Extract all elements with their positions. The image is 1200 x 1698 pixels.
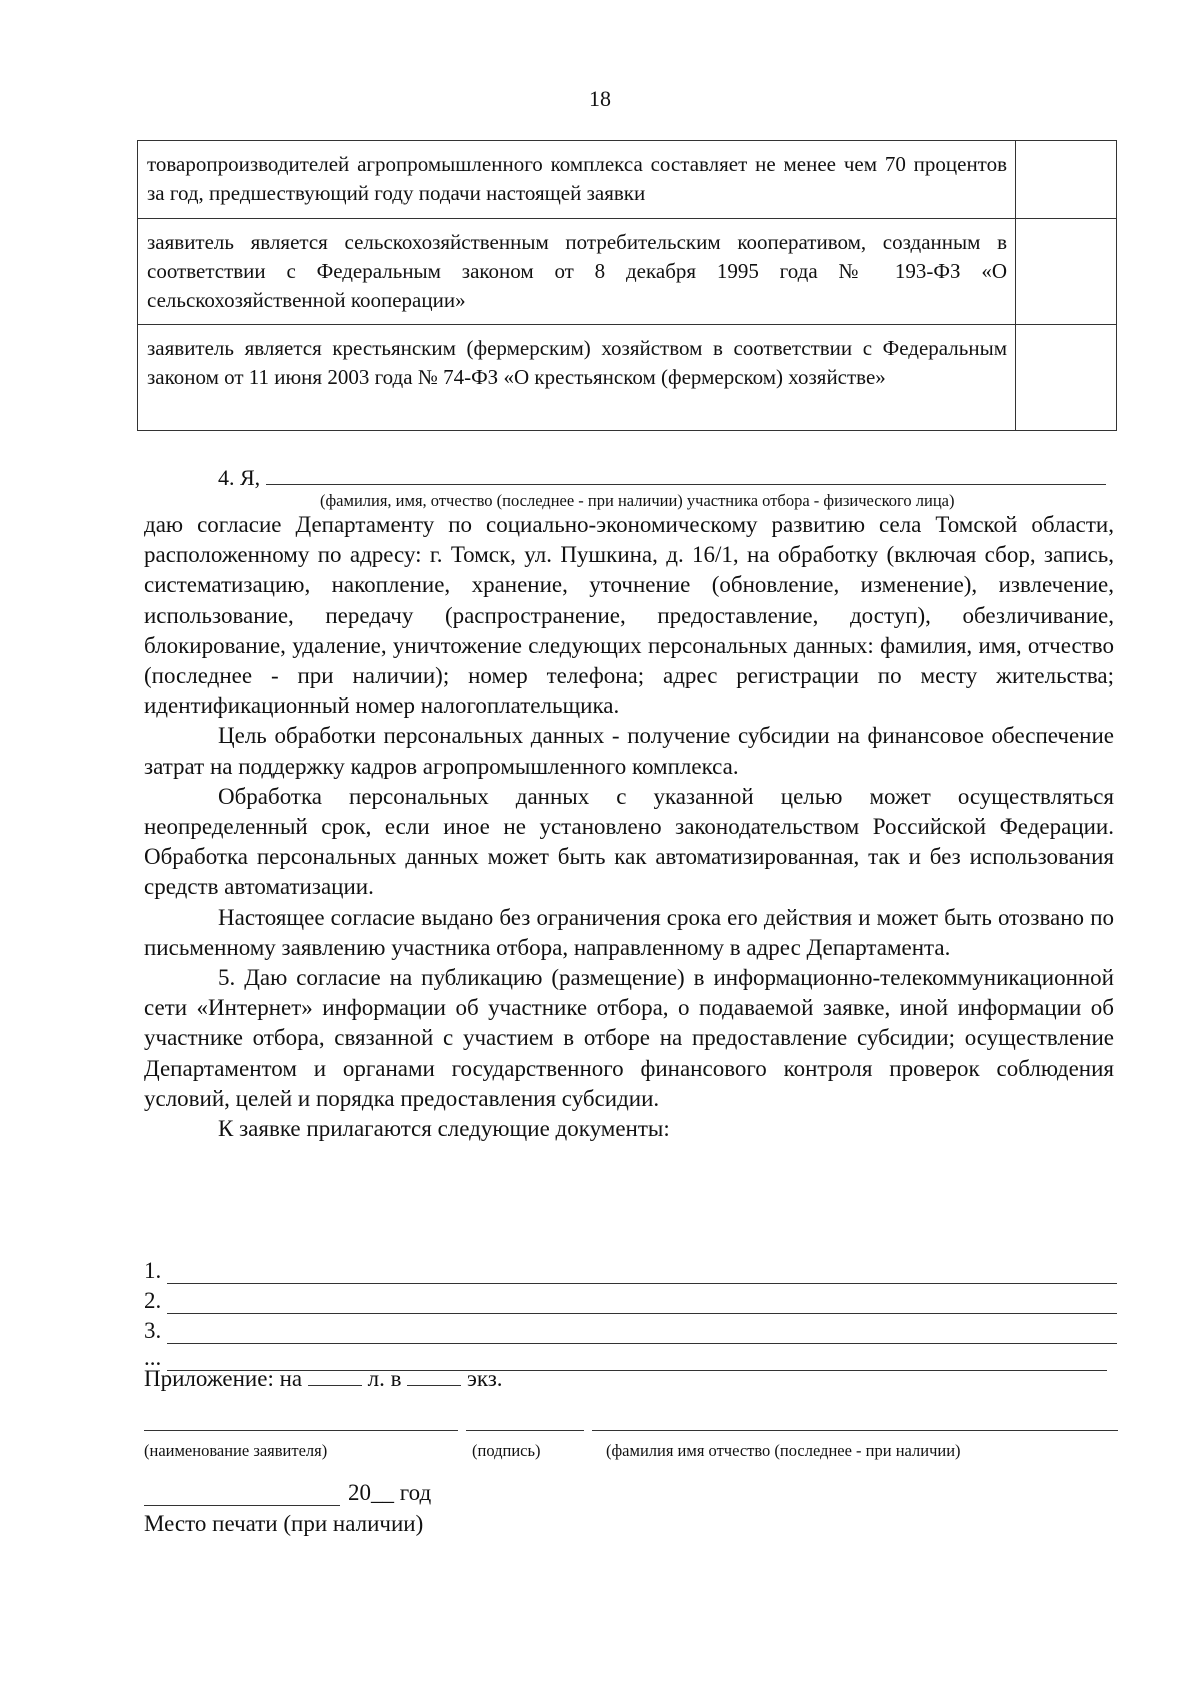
criteria-text: заявитель является крестьянским (фермерским) хозяйством в соответствии с Федеральным законом от 11 июня 2003 года № 74-ФЗ «О крестьянском (фермерском) хозяйстве»: [138, 325, 1016, 431]
fio-caption: (фамилия, имя, отчество (последнее - при наличии) участника отбора - физического лица): [320, 491, 955, 510]
document-fill-line[interactable]: [167, 1323, 1117, 1344]
attachments-heading: К заявке прилагаются следующие документы:: [218, 1116, 670, 1142]
document-fill-line[interactable]: [167, 1293, 1117, 1314]
fio-signature-caption: (фамилия имя отчество (последнее - при наличии): [606, 1441, 961, 1460]
criteria-mark-cell[interactable]: [1016, 219, 1117, 325]
document-number: ...: [144, 1345, 162, 1370]
appendix-suffix: экз.: [466, 1366, 503, 1391]
criteria-mark-cell[interactable]: [1016, 325, 1117, 431]
criteria-text: товаропроизводителей агропромышленного комплекса составляет не менее чем 70 процентов за год, предшествующий году подачи настоящей заявки: [138, 141, 1016, 219]
page-number: 18: [589, 86, 611, 111]
table-row: [138, 141, 1117, 219]
table-row: [138, 219, 1117, 325]
criteria-mark-cell[interactable]: [1016, 141, 1117, 219]
signature-caption: (подпись): [472, 1441, 541, 1460]
date-row: [144, 1480, 431, 1506]
appendix-prefix: Приложение: на: [144, 1366, 303, 1391]
stamp-place-label: Место печати (при наличии): [144, 1511, 424, 1536]
appendix-line: [144, 1365, 503, 1392]
document-number: 3.: [144, 1318, 162, 1343]
document-line-2: [144, 1288, 1117, 1314]
fio-signature-line[interactable]: [592, 1430, 1118, 1431]
criteria-text: заявитель является сельскохозяйственным потребительским кооперативом, созданным в соответствии с Федеральным законом от 8 декабря 1995 года № 193-ФЗ «О сельскохозяйственной кооперации»: [138, 219, 1016, 325]
document-line-3: [144, 1318, 1117, 1344]
section-4-label: 4. Я,: [218, 465, 261, 490]
document-number: 2.: [144, 1288, 162, 1313]
document-fill-line[interactable]: [167, 1263, 1117, 1284]
processing-term-paragraph: Обработка персональных данных с указанной целью может осуществляться неопределенный срок, если иное не установлено законодательством Российской Федерации. Обработка персональных данных может быть как автоматизированная, так и без использования средств автоматизации.: [144, 783, 1114, 900]
purpose-paragraph: Цель обработки персональных данных - получение субсидии на финансовое обеспечение затрат на поддержку кадров агропромышленного комплекса.: [144, 723, 1114, 779]
document-line-1: [144, 1258, 1117, 1284]
date-year: 20__ год: [348, 1480, 432, 1505]
date-fill-line[interactable]: [144, 1485, 340, 1506]
criteria-table: [137, 140, 1117, 431]
appendix-middle: л. в: [367, 1366, 402, 1391]
section-4-heading: [218, 462, 1106, 491]
fio-fill-line[interactable]: [266, 462, 1106, 485]
applicant-name-line[interactable]: [144, 1430, 458, 1431]
copies-count-field[interactable]: [407, 1365, 461, 1386]
consent-body: [144, 510, 1114, 1144]
consent-paragraph: даю согласие Департаменту по социально-экономическому развитию села Томской области, расположенному по адресу: г. Томск, ул. Пушкина, д. 16/1, на обработку (включая сбор, запись, систематизацию, накопление, хранение, уточнение (обновление, изменение), извлечение, использование, передачу (распространение, предоставление, доступ), обезличивание, блокирование, удаление, уничтожение следующих персональных данных: фамилия, имя, отчество (последнее - при наличии); номер телефона; адрес регистрации по месту жительства; идентификационный номер налогоплательщика.: [144, 512, 1114, 719]
validity-paragraph: Настоящее согласие выдано без ограничения срока его действия и может быть отозвано по письменному заявлению участника отбора, направленному в адрес Департамента.: [144, 904, 1114, 960]
signature-line[interactable]: [466, 1430, 584, 1431]
table-row: [138, 325, 1117, 431]
sheets-count-field[interactable]: [308, 1365, 362, 1386]
publication-consent-paragraph: 5. Даю согласие на публикацию (размещение) в информационно-телекоммуникационной сети «Интернет» информации об участнике отбора, о подаваемой заявке, иной информации об участнике отбора, связанной с участием в отборе на предоставление субсидии; осуществление Департаментом и органами государственного финансового контроля проверок соблюдения условий, целей и порядка предоставления субсидии.: [144, 965, 1114, 1111]
document-number: 1.: [144, 1258, 162, 1283]
applicant-name-caption: (наименование заявителя): [144, 1441, 328, 1460]
